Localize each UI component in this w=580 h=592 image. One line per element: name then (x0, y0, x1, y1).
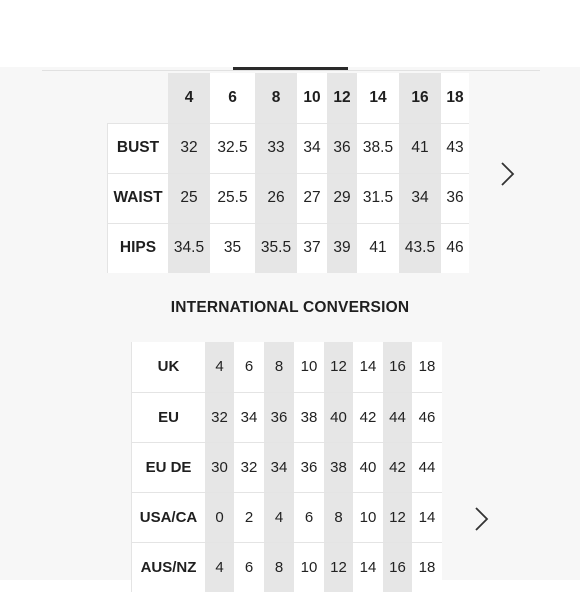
table-cell: 12 (383, 492, 412, 542)
table-row (108, 123, 470, 173)
table-cell: 4 (205, 342, 234, 392)
table-row (132, 492, 443, 542)
table-cell: 40 (324, 392, 353, 442)
table-row (132, 442, 443, 492)
table-cell: 8 (324, 492, 353, 542)
table-cell: 10 (294, 342, 324, 392)
row-label: UK (132, 342, 206, 392)
size-header-cell: 8 (255, 73, 297, 123)
table-cell: 34 (297, 123, 327, 173)
size-header-cell: 4 (168, 73, 210, 123)
row-label: HIPS (108, 223, 169, 273)
table-cell: 43 (441, 123, 469, 173)
table-cell: 35 (210, 223, 255, 273)
table-cell: 34.5 (168, 223, 210, 273)
table-cell: 10 (294, 542, 324, 592)
table-cell: 6 (234, 542, 264, 592)
size-header-cell: 14 (357, 73, 399, 123)
table-row (132, 392, 443, 442)
table-cell: 26 (255, 173, 297, 223)
table-cell: 32 (168, 123, 210, 173)
table-cell: 42 (353, 392, 383, 442)
table-cell: 46 (441, 223, 469, 273)
table-cell: 16 (383, 542, 412, 592)
table-cell: 6 (234, 342, 264, 392)
table-cell: 35.5 (255, 223, 297, 273)
table-cell: 4 (205, 542, 234, 592)
table-cell: 32 (234, 442, 264, 492)
table-cell: 41 (399, 123, 441, 173)
table-cell: 32 (205, 392, 234, 442)
table-row (132, 542, 443, 592)
size-header-cell: 18 (441, 73, 469, 123)
row-label: AUS/NZ (132, 542, 206, 592)
table-cell: 10 (353, 492, 383, 542)
table-cell: 32.5 (210, 123, 255, 173)
table-cell: 25.5 (210, 173, 255, 223)
table-cell: 18 (412, 342, 442, 392)
table-cell: 37 (297, 223, 327, 273)
table-cell: 34 (264, 442, 294, 492)
divider (42, 70, 540, 71)
table-cell: 14 (412, 492, 442, 542)
row-label: WAIST (108, 173, 169, 223)
table-cell: 25 (168, 173, 210, 223)
table-cell: 43.5 (399, 223, 441, 273)
table-cell: 30 (205, 442, 234, 492)
table-cell: 2 (234, 492, 264, 542)
table-row (108, 223, 470, 273)
row-label: BUST (108, 123, 169, 173)
size-header-row (108, 73, 470, 123)
section-title: INTERNATIONAL CONVERSION (170, 299, 410, 316)
table-cell: 44 (383, 392, 412, 442)
size-header-cell: 6 (210, 73, 255, 123)
table-cell: 0 (205, 492, 234, 542)
table-cell: 16 (383, 342, 412, 392)
size-header-cell: 16 (399, 73, 441, 123)
row-label: EU DE (132, 442, 206, 492)
table-cell: 44 (412, 442, 442, 492)
table-row (132, 342, 443, 392)
table-cell: 18 (412, 542, 442, 592)
table-cell: 12 (324, 542, 353, 592)
table-cell: 38 (294, 392, 324, 442)
table-cell: 46 (412, 392, 442, 442)
table-cell: 14 (353, 342, 383, 392)
size-header-cell: 10 (297, 73, 327, 123)
table-cell: 12 (324, 342, 353, 392)
table-cell: 36 (441, 173, 469, 223)
table-cell: 42 (383, 442, 412, 492)
table-cell: 36 (294, 442, 324, 492)
table-cell: 36 (327, 123, 357, 173)
header-corner (108, 73, 169, 123)
scroll-right-button[interactable] (492, 159, 522, 189)
table-cell: 8 (264, 342, 294, 392)
table-cell: 39 (327, 223, 357, 273)
table-cell: 8 (264, 542, 294, 592)
row-label: USA/CA (132, 492, 206, 542)
active-tab-indicator (233, 67, 348, 70)
table-cell: 34 (234, 392, 264, 442)
chevron-right-icon (492, 159, 522, 189)
table-cell: 14 (353, 542, 383, 592)
international-conversion-table (131, 342, 442, 592)
table-row (108, 173, 470, 223)
table-cell: 36 (264, 392, 294, 442)
table-cell: 38.5 (357, 123, 399, 173)
table-cell: 34 (399, 173, 441, 223)
table-cell: 41 (357, 223, 399, 273)
table-cell: 4 (264, 492, 294, 542)
chevron-right-icon (466, 504, 496, 534)
table-cell: 38 (324, 442, 353, 492)
table-cell: 29 (327, 173, 357, 223)
table-cell: 40 (353, 442, 383, 492)
size-header-cell: 12 (327, 73, 357, 123)
size-measurement-table (107, 73, 469, 273)
row-label: EU (132, 392, 206, 442)
table-cell: 27 (297, 173, 327, 223)
scroll-right-button[interactable] (466, 504, 496, 534)
table-cell: 31.5 (357, 173, 399, 223)
table-cell: 6 (294, 492, 324, 542)
table-cell: 33 (255, 123, 297, 173)
